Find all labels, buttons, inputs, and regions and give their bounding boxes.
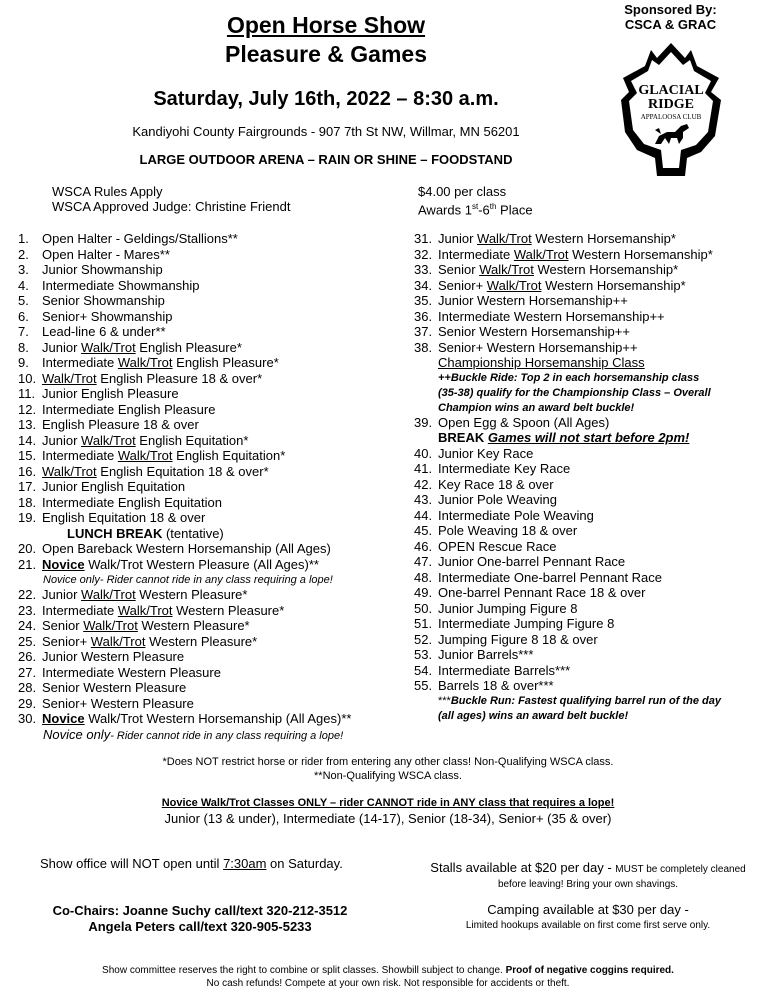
co-chair-1: Co-Chairs: Joanne Suchy call/text 320-212-3512 (52, 903, 348, 918)
arena-line: LARGE OUTDOOR ARENA – RAIN OR SHINE – FOODSTAND (139, 152, 513, 167)
sponsor-label: Sponsored By: (624, 2, 717, 17)
glacial-ridge-logo (615, 40, 727, 178)
buckle-ride-note-1: ++Buckle Ride: Top 2 in each horsemanship class (438, 372, 700, 384)
novice-heading: Novice Walk/Trot Classes ONLY – rider CANNOT ride in ANY class that requires a lope! (161, 797, 615, 809)
novice-note-2: Novice only- Rider cannot ride in any class requiring a lope! (43, 727, 344, 742)
buckle-run-note-2: (all ages) wins an award belt buckle! (438, 710, 629, 722)
office-hours: Show office will NOT open until 7:30am on Saturday. (40, 856, 343, 871)
note-double-star: **Non-Qualifying WSCA class. (314, 770, 462, 782)
awards-line: Awards 1st-6th Place (418, 202, 533, 218)
buckle-run-note-1: ***Buckle Run: Fastest qualifying barrel run of the day (438, 695, 721, 707)
venue-address: Kandiyohi County Fairgrounds - 907 7th St NW, Willmar, MN 56201 (132, 124, 520, 139)
logo-glacial-text: GLACIAL (638, 83, 704, 98)
lunch-break: LUNCH BREAK (tentative) (67, 526, 224, 541)
sponsor-names: CSCA & GRAC (624, 17, 717, 32)
fees-block (418, 184, 533, 217)
co-chair-2: Angela Peters call/text 320-905-5233 (88, 919, 312, 934)
judge-line: WSCA Approved Judge: Christine Friendt (52, 199, 291, 214)
footer (0, 964, 776, 990)
class-list-left: 1. Open Halter - Geldings/Stallions** 2. Open Halter - Mares** 3. Junior Showmanship 4. Intermediate Showmanship 5. Senior Showmanship 6. Senior+ Showmanship 7. Lead-line 6 & under** 8. Junior Walk/Trot English Pleasure* 9. Intermediate Walk/Trot English Pleasure* 10. Walk/Trot English Pleasure 18 & over* 11. Junior English Pleasure 12. Intermediate English Pleasure 13. English Pleasure 18 & over 14. Junior Walk/Trot English Equitation* 15. Intermediate Walk/Trot English Equitation* 16. Walk/Trot English Equitation 18 & over* 17. Junior English Equitation 18. Intermediate English Equitation 19. English Equitation 18 & over LUNCH BREAK (tentative) 20. Open Bareback Western Horsemanship (All Ages) 21. Novice Walk/Trot Western Pleasure (All Ages)** Novice only- Rider cannot ride in any class requiring a lope! 22. Junior Walk/Trot Western Pleasure* 23. Intermediate Walk/Trot Western Pleasure* 24. Senior Walk/Trot Western Pleasure* 25. Senior+ Walk/Trot Western Pleasure* 26. Junior Western Pleasure 27. Intermediate Western Pleasure 28. Senior Western Pleasure 29. Senior+ Western Pleasure 30. Novice Walk/Trot Western Horsemanship (All Ages)** Novice only- Rider cannot ride in any class requiring a lope! (18, 231, 352, 742)
novice-note: Novice only- Rider cannot ride in any class requiring a lope! (43, 574, 333, 586)
games-break: BREAK Games will not start before 2pm! (438, 430, 690, 445)
fee-line: $4.00 per class (418, 184, 507, 199)
co-chairs (0, 903, 400, 935)
championship-class: Championship Horsemanship Class (438, 355, 645, 370)
camping-info: Camping available at $30 per day - Limited hookups available on first come first serve only. (465, 902, 711, 931)
novice-age-groups: Junior (13 & under), Intermediate (14-17), Senior (18-34), Senior+ (35 & over) (164, 811, 612, 826)
class-list-right: 31. Junior Walk/Trot Western Horsemanship* 32. Intermediate Walk/Trot Western Horsemanship* 33. Senior Walk/Trot Western Horsemanship* 34. Senior+ Walk/Trot Western Horsemanship* 35. Junior Western Horsemanship++ 36. Intermediate Western Horsemanship++ 37. Senior Western Horsemanship++ 38. Senior+ Western Horsemanship++ Championship Horsemanship Class ++Buckle Ride: Top 2 in each horsemanship class (35-38) qualify for the Championship Class – Overall Champion wins an award belt buckle! 39. Open Egg & Spoon (All Ages) BREAK Games will not start before 2pm! 40. Junior Key Race 41. Intermediate Key Race 42. Key Race 18 & over 43. Junior Pole Weaving 44. Intermediate Pole Weaving 45. Pole Weaving 18 & over 46. OPEN Rescue Race 47. Junior One-barrel Pennant Race 48. Intermediate One-barrel Pennant Race 49. One-barrel Pennant Race 18 & over 50. Junior Jumping Figure 8 51. Intermediate Jumping Figure 8 52. Jumping Figure 8 18 & over 53. Junior Barrels*** 54. Intermediate Barrels*** 55. Barrels 18 & over*** ***Buckle Run: Fastest qualifying barrel run of the day (all ages) wins an award belt buckle! (414, 231, 721, 722)
footer-line-1: Show committee reserves the right to combine or split classes. Showbill subject to change. Proof of negative coggins required. (102, 965, 674, 976)
stalls-info: Stalls available at $20 per day - MUST be completely cleaned before leaving! Bring your own shavings. (430, 860, 746, 890)
footer-line-2: No cash refunds! Compete at your own risk. Not responsible for accidents or theft. (206, 978, 570, 989)
logo-club-text: APPALOOSA CLUB (640, 113, 702, 121)
rules-line: WSCA Rules Apply (52, 184, 163, 199)
logo-ridge-text: RIDGE (648, 97, 694, 112)
sponsor-block (598, 2, 743, 32)
note-single-star: *Does NOT restrict horse or rider from entering any other class! Non-Qualifying WSCA class. (162, 756, 614, 768)
buckle-ride-note-3: Champion wins an award belt buckle! (438, 402, 635, 414)
show-subtitle: Pleasure & Games (224, 41, 427, 67)
show-date-time: Saturday, July 16th, 2022 – 8:30 a.m. (153, 88, 499, 110)
show-title: Open Horse Show (226, 12, 426, 38)
buckle-ride-note-2: (35-38) qualify for the Championship Class – Overall (438, 387, 711, 399)
